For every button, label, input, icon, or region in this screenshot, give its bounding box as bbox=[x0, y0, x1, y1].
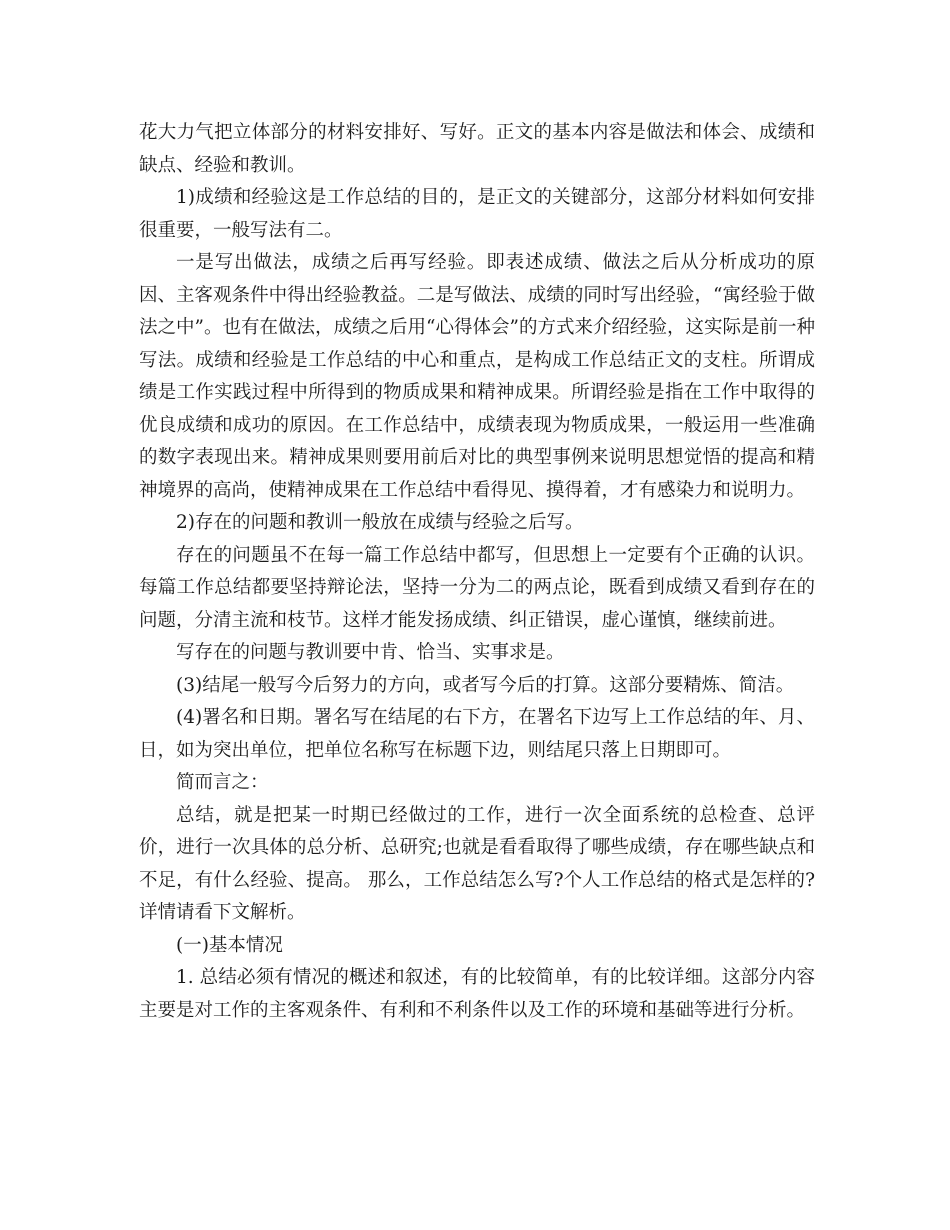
paragraph-continuation: 花大力气把立体部分的材料安排好、写好。正文的基本内容是做法和体会、成绩和缺点、经验和教训。 bbox=[139, 122, 815, 176]
paragraph-ending: (3)结尾一般写今后努力的方向，或者写今后的打算。这部分要精炼、简洁。 bbox=[176, 674, 795, 696]
paragraph-achievements-experience: 1)成绩和经验这是工作总结的目的，是正文的关键部分，这部分材料如何安排很重要，一般写法有二。 bbox=[139, 187, 815, 241]
paragraph-problems-awareness: 存在的问题虽不在每一篇工作总结中都写，但思想上一定要有个正确的认识。每篇工作总结都要坚持辩论法，坚持一分为二的两点论，既看到成绩又看到存在的问题，分清主流和枝节。这样才能发扬成绩、纠正错误，虚心谨慎，继续前进。 bbox=[139, 544, 815, 631]
paragraph-signature-date: (4)署名和日期。署名写在结尾的右下方，在署名下边写上工作总结的年、月、日，如为突出单位，把单位名称写在标题下边，则结尾只落上日期即可。 bbox=[139, 707, 815, 761]
paragraph-summary-definition: 总结，就是把某一时期已经做过的工作，进行一次全面系统的总检查、总评价，进行一次具体的总分析、总研究;也就是看看取得了哪些成绩，存在哪些缺点和不足，有什么经验、提高。 那么，工作总结怎么写?个人工作总结的格式是怎样的?详情请看下文解析。 bbox=[139, 804, 815, 923]
document-body bbox=[139, 117, 815, 1027]
paragraph-overview: 1. 总结必须有情况的概述和叙述，有的比较简单，有的比较详细。这部分内容主要是对工作的主客观条件、有利和不利条件以及工作的环境和基础等进行分析。 bbox=[139, 967, 815, 1021]
paragraph-problems-lessons: 2)存在的问题和教训一般放在成绩与经验之后写。 bbox=[176, 512, 584, 533]
section-heading-basic-situation: (一)基本情况 bbox=[176, 934, 283, 956]
paragraph-writing-methods: 一是写出做法，成绩之后再写经验。即表述成绩、做法之后从分析成功的原因、主客观条件中得出经验教益。二是写做法、成绩的同时写出经验，“寓经验于做法之中”。也有在做法，成绩之后用“心得体会”的方式来介绍经验，这实际是前一种写法。成绩和经验是工作总结的中心和重点，是构成工作总结正文的支柱。所谓成绩是工作实践过程中所得到的物质成果和精神成果。所谓经验是指在工作中取得的优良成绩和成功的原因。在工作总结中，成绩表现为物质成果，一般运用一些准确的数字表现出来。精神成果则要用前后对比的典型事例来说明思想觉悟的提高和精神境界的高尚，使精神成果在工作总结中看得见、摸得着，才有感染力和说明力。 bbox=[139, 252, 815, 501]
paragraph-in-short: 简而言之： bbox=[176, 772, 269, 793]
paragraph-problems-tone: 写存在的问题与教训要中肯、恰当、实事求是。 bbox=[176, 642, 565, 663]
